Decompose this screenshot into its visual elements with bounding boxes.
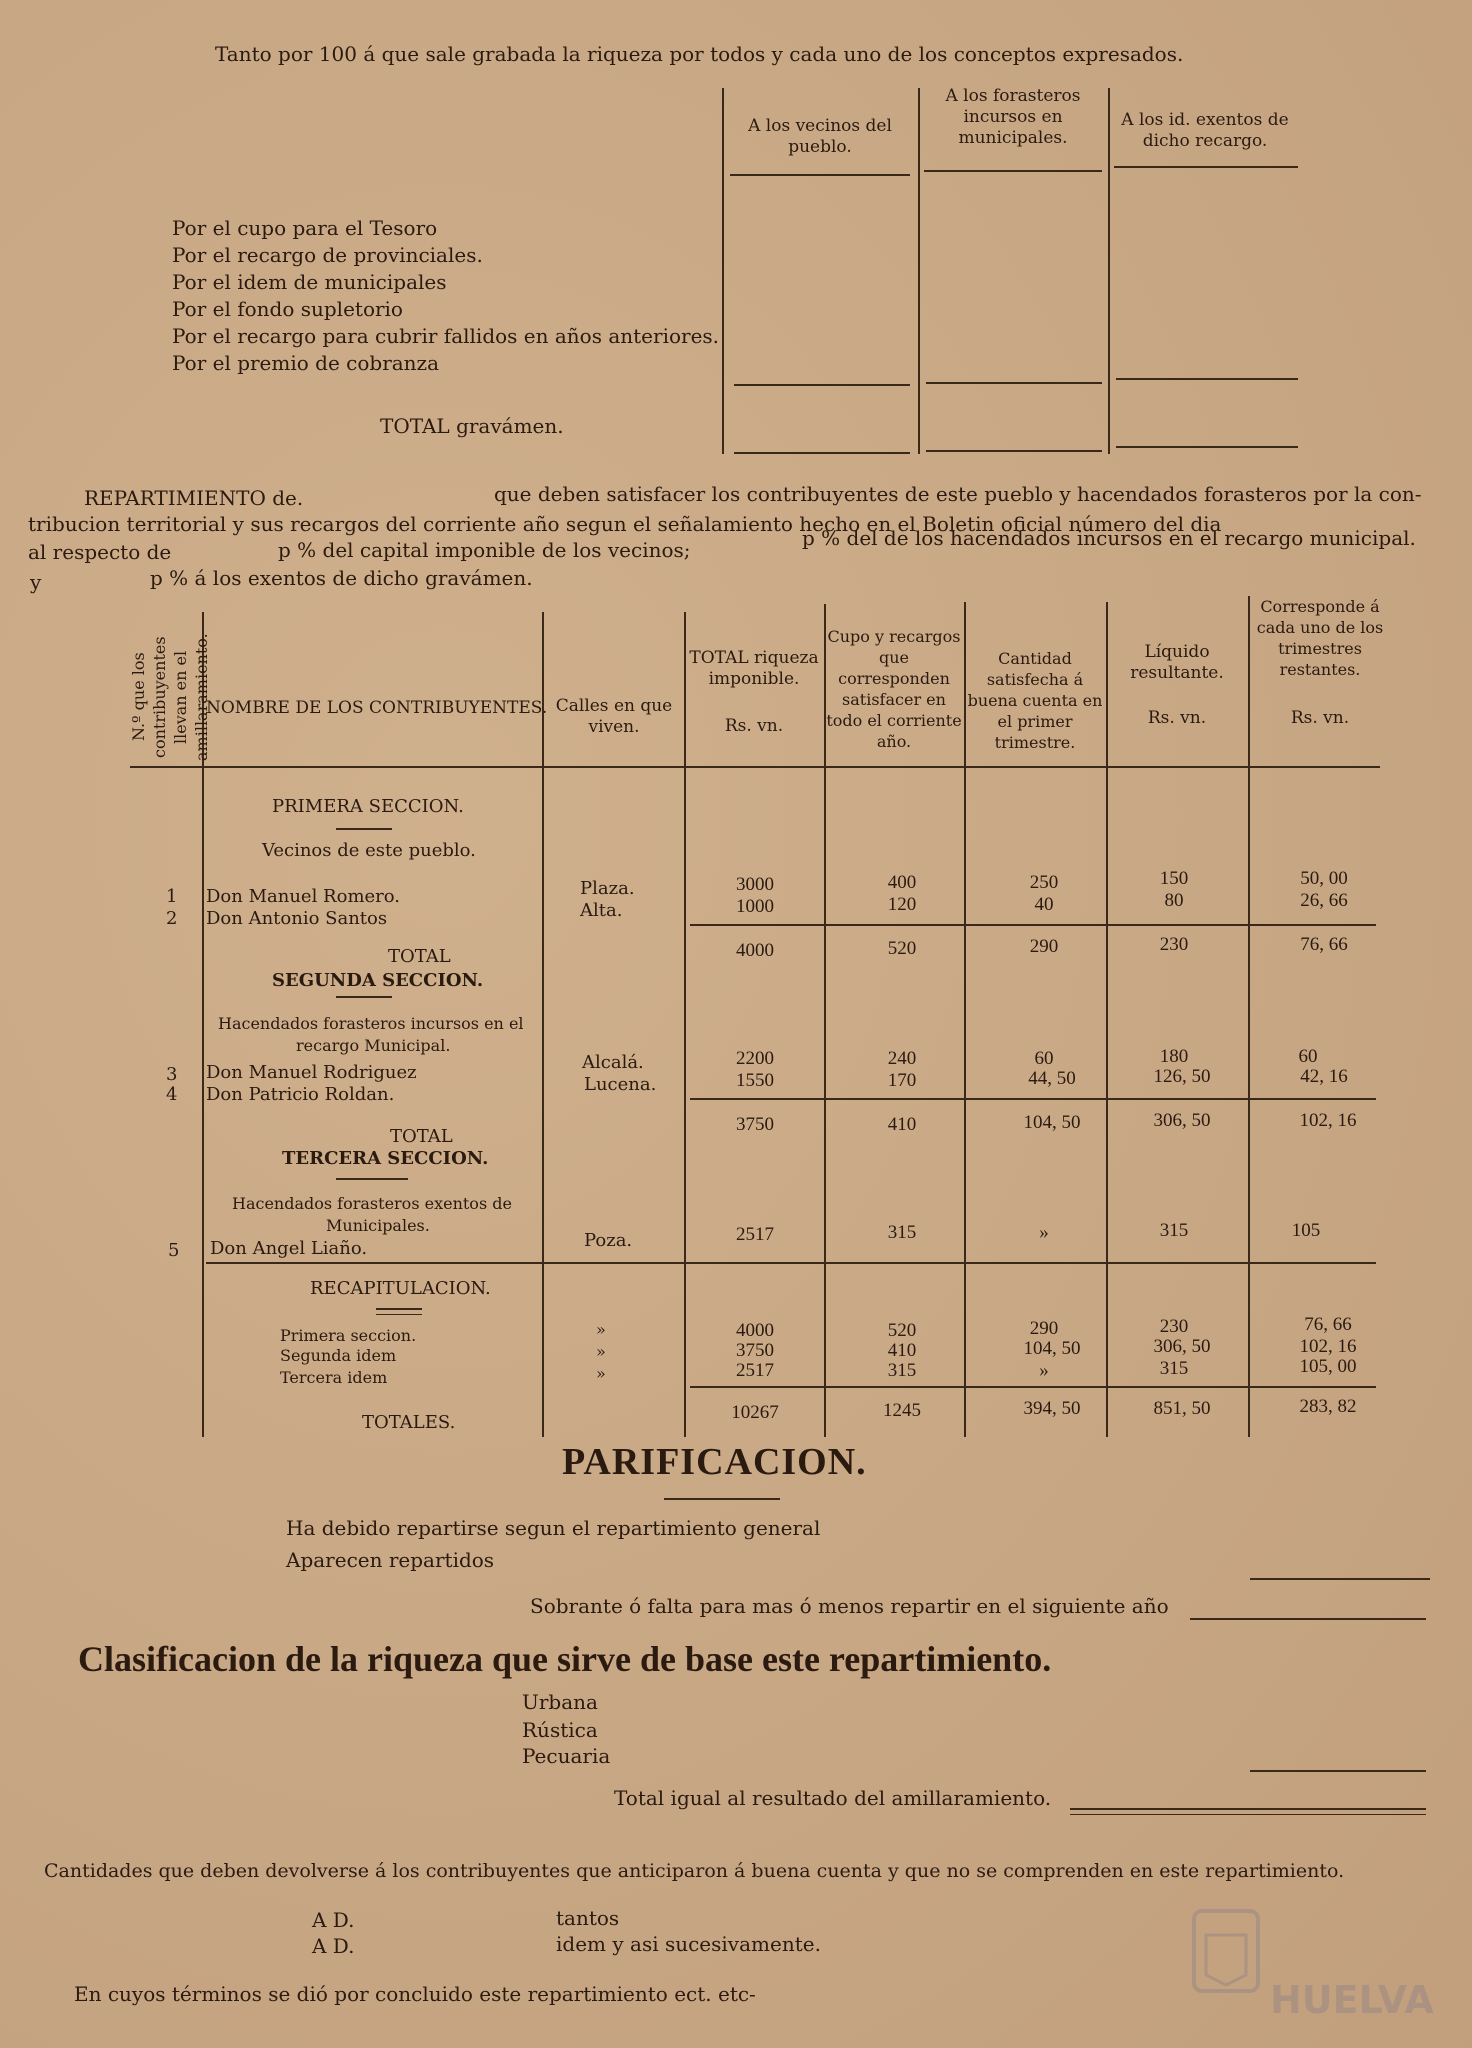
header-cantidad: Cantidad satisfecha á buena cuenta en el primer trimestre. <box>967 649 1103 752</box>
header-corresponde-unit: Rs. vn. <box>1290 708 1350 728</box>
clasificacion-total: Total igual al resultado del amillaramiento. <box>614 1786 1052 1810</box>
recap-corresponde: 105, 00 <box>1299 1356 1357 1377</box>
header-liquido-unit: Rs. vn. <box>1147 708 1207 728</box>
recap-cantidad: 290 <box>1029 1318 1059 1339</box>
repartimiento-line-1a: REPARTIMIENTO de. <box>84 486 304 510</box>
cell-cantidad: 44, 50 <box>1028 1068 1076 1089</box>
repartimiento-line-2: tribucion territorial y sus recargos del corriente año segun el señalamiento hecho en el Boletin oficial número del dia <box>28 512 1222 536</box>
parificacion-title: PARIFICACION. <box>562 1441 867 1483</box>
recap-corresponde: 102, 16 <box>1299 1336 1357 1357</box>
cantidades-row-value: tantos <box>556 1906 620 1930</box>
grand-liquido: 851, 50 <box>1153 1398 1211 1419</box>
cell-riqueza: 2517 <box>736 1224 774 1245</box>
cell-cupo: 240 <box>887 1048 917 1069</box>
top-heading: Tanto por 100 á que sale grabada la riqueza por todos y cada uno de los conceptos expresados. <box>215 42 1184 66</box>
total-riqueza: 4000 <box>736 940 774 961</box>
grand-cantidad: 394, 50 <box>1023 1398 1081 1419</box>
total-corresponde: 102, 16 <box>1299 1110 1357 1131</box>
contributor-street: Alcalá. <box>582 1052 644 1073</box>
top-row-label: Por el recargo de provinciales. <box>172 243 483 267</box>
section-title: SEGUNDA SECCION. <box>272 970 484 991</box>
header-numero: N.º que los contribuyentes llevan en el amillaramiento. <box>129 633 211 761</box>
top-row-label: Por el fondo supletorio <box>172 297 403 321</box>
section-subtitle: recargo Municipal. <box>296 1036 451 1055</box>
total-corresponde: 76, 66 <box>1300 934 1348 955</box>
section-title: TERCERA SECCION. <box>282 1148 489 1169</box>
row-number: 4 <box>166 1084 178 1105</box>
recap-label: Primera seccion. <box>280 1326 417 1345</box>
cantidades-row-value: idem y asi sucesivamente. <box>556 1932 821 1956</box>
cell-cupo: 315 <box>887 1222 917 1243</box>
cell-cupo: 170 <box>887 1070 917 1091</box>
recap-street: » <box>596 1342 606 1361</box>
contributor-street: Alta. <box>580 900 623 921</box>
top-col-header-vecinos: A los vecinos del pueblo. <box>748 116 892 157</box>
recap-cantidad: » <box>1039 1360 1049 1381</box>
total-cantidad: 290 <box>1029 936 1059 957</box>
cell-cantidad: 40 <box>1034 894 1054 915</box>
parificacion-line-1: Ha debido repartirse segun el repartimiento general <box>286 1516 821 1540</box>
recap-label: Segunda idem <box>280 1346 397 1365</box>
cell-cantidad: 250 <box>1029 872 1059 893</box>
section-subtitle: Municipales. <box>326 1216 430 1235</box>
cell-riqueza: 2200 <box>736 1048 774 1069</box>
cell-riqueza: 1550 <box>736 1070 774 1091</box>
total-liquido: 230 <box>1159 934 1189 955</box>
cell-corresponde: 60 <box>1298 1046 1318 1067</box>
cantidades-row-label: A D. <box>312 1908 355 1932</box>
recap-street: » <box>596 1320 606 1339</box>
parificacion-line-3: Sobrante ó falta para mas ó menos repartir en el siguiente año <box>530 1594 1169 1618</box>
header-corresponde: Corresponde á cada uno de los trimestres restantes. <box>1256 597 1384 679</box>
top-row-label: Por el idem de municipales <box>172 270 447 294</box>
row-number: 2 <box>166 908 178 929</box>
grand-cupo: 1245 <box>883 1400 921 1421</box>
cell-riqueza: 1000 <box>736 896 774 917</box>
top-row-label: Por el premio de cobranza <box>172 351 440 375</box>
cantidades-title: Cantidades que deben devolverse á los contribuyentes que anticiparon á buena cuenta y que no se comprenden en este repartimiento. <box>44 1860 1345 1882</box>
contributor-name: Don Manuel Romero. <box>206 886 401 907</box>
cell-liquido: 180 <box>1159 1046 1189 1067</box>
top-total-label: TOTAL gravámen. <box>380 414 564 438</box>
recap-liquido: 306, 50 <box>1153 1336 1211 1357</box>
repartimiento-line-4a: y <box>30 570 42 594</box>
total-cantidad: 104, 50 <box>1023 1112 1081 1133</box>
clasificacion-item: Pecuaria <box>522 1744 611 1768</box>
closing-text: En cuyos términos se dió por concluido este repartimiento ect. etc- <box>74 1982 756 2006</box>
contributor-name: Don Manuel Rodriguez <box>206 1062 417 1083</box>
total-cupo: 410 <box>887 1114 917 1135</box>
header-riqueza: TOTAL riqueza imponible. <box>689 648 819 689</box>
clasificacion-title: Clasificacion de la riqueza que sirve de base este repartimiento. <box>78 1639 1052 1679</box>
grand-corresponde: 283, 82 <box>1299 1396 1357 1417</box>
row-number: 5 <box>168 1240 180 1261</box>
section-title: PRIMERA SECCION. <box>272 796 464 817</box>
top-row-label: Por el cupo para el Tesoro <box>172 216 438 240</box>
section-subtitle: Hacendados forasteros exentos de <box>232 1194 512 1213</box>
top-col-header-forasteros: A los forasteros incursos en municipales. <box>945 86 1081 148</box>
recap-cupo: 315 <box>887 1360 917 1381</box>
recap-liquido: 315 <box>1159 1358 1189 1379</box>
total-liquido: 306, 50 <box>1153 1110 1211 1131</box>
recap-riqueza: 3750 <box>736 1340 774 1361</box>
contributor-name: Don Patricio Roldan. <box>206 1084 395 1105</box>
huelva-watermark-logo <box>1190 1905 1434 2025</box>
repartimiento-line-4b: p % á los exentos de dicho gravámen. <box>150 566 533 590</box>
header-cupo: Cupo y recargos que corresponden satisfacer en todo el corriente año. <box>826 627 962 751</box>
cell-cantidad: » <box>1039 1222 1049 1243</box>
recap-label: Tercera idem <box>280 1368 388 1387</box>
section-subtitle: Hacendados forasteros incursos en el <box>218 1014 524 1033</box>
cell-cupo: 400 <box>887 872 917 893</box>
cell-corresponde: 26, 66 <box>1300 890 1348 911</box>
top-col-rule <box>722 88 724 454</box>
recap-cupo: 410 <box>887 1340 917 1361</box>
contributor-name: Don Angel Liaño. <box>210 1238 368 1259</box>
header-nombre: NOMBRE DE LOS CONTRIBUYENTES. <box>206 698 548 718</box>
contributor-name: Don Antonio Santos <box>206 908 388 929</box>
contributor-street: Plaza. <box>580 878 635 899</box>
cell-liquido: 126, 50 <box>1153 1066 1211 1087</box>
repartimiento-line-1b: que deben satisfacer los contribuyentes de este pueblo y hacendados forasteros por la con- <box>494 482 1422 506</box>
grand-riqueza: 10267 <box>731 1402 779 1423</box>
cell-liquido: 315 <box>1159 1220 1189 1241</box>
header-riqueza-unit: Rs. vn. <box>724 716 784 736</box>
parificacion-line-2: Aparecen repartidos <box>286 1548 495 1572</box>
recap-riqueza: 4000 <box>736 1320 774 1341</box>
contributor-street: Lucena. <box>584 1074 657 1095</box>
row-number: 3 <box>166 1064 178 1085</box>
recap-title: RECAPITULACION. <box>310 1278 491 1299</box>
clasificacion-item: Urbana <box>522 1690 598 1714</box>
cell-riqueza: 3000 <box>736 874 774 895</box>
cell-liquido: 150 <box>1159 868 1189 889</box>
header-calles: Calles en que viven. <box>555 696 673 737</box>
total-riqueza: 3750 <box>736 1114 774 1135</box>
recap-cantidad: 104, 50 <box>1023 1338 1081 1359</box>
top-row-label: Por el recargo para cubrir fallidos en años anteriores. <box>172 324 720 348</box>
section-total-label: TOTAL <box>390 1126 453 1147</box>
repartimiento-line-3a: al respecto de <box>28 540 172 564</box>
cell-corresponde: 42, 16 <box>1300 1066 1348 1087</box>
cell-cupo: 120 <box>887 894 917 915</box>
cantidades-row-label: A D. <box>312 1934 355 1958</box>
recap-corresponde: 76, 66 <box>1304 1314 1352 1335</box>
recap-street: » <box>596 1364 606 1383</box>
recap-liquido: 230 <box>1159 1316 1189 1337</box>
section-subtitle: Vecinos de este pueblo. <box>262 840 476 861</box>
total-cupo: 520 <box>887 938 917 959</box>
clasificacion-item: Rústica <box>522 1718 598 1742</box>
grand-total-label: TOTALES. <box>362 1412 456 1433</box>
repartimiento-line-3c: p % del de los hacendados incursos en el recargo municipal. <box>802 526 1416 550</box>
repartimiento-line-3b: p % del capital imponible de los vecinos; <box>278 538 691 562</box>
cell-corresponde: 50, 00 <box>1300 868 1348 889</box>
watermark-text: HUELVA <box>1270 1978 1434 2022</box>
header-liquido: Líquido resultante. <box>1130 642 1224 683</box>
recap-cupo: 520 <box>887 1320 917 1341</box>
section-total-label: TOTAL <box>388 946 451 967</box>
cell-corresponde: 105 <box>1291 1220 1321 1241</box>
cell-cantidad: 60 <box>1034 1048 1054 1069</box>
top-col-header-exentos: A los id. exentos de dicho recargo. <box>1121 110 1289 151</box>
contributor-street: Poza. <box>584 1230 633 1251</box>
recap-riqueza: 2517 <box>736 1360 774 1381</box>
row-number: 1 <box>166 886 178 907</box>
cell-liquido: 80 <box>1164 890 1184 911</box>
